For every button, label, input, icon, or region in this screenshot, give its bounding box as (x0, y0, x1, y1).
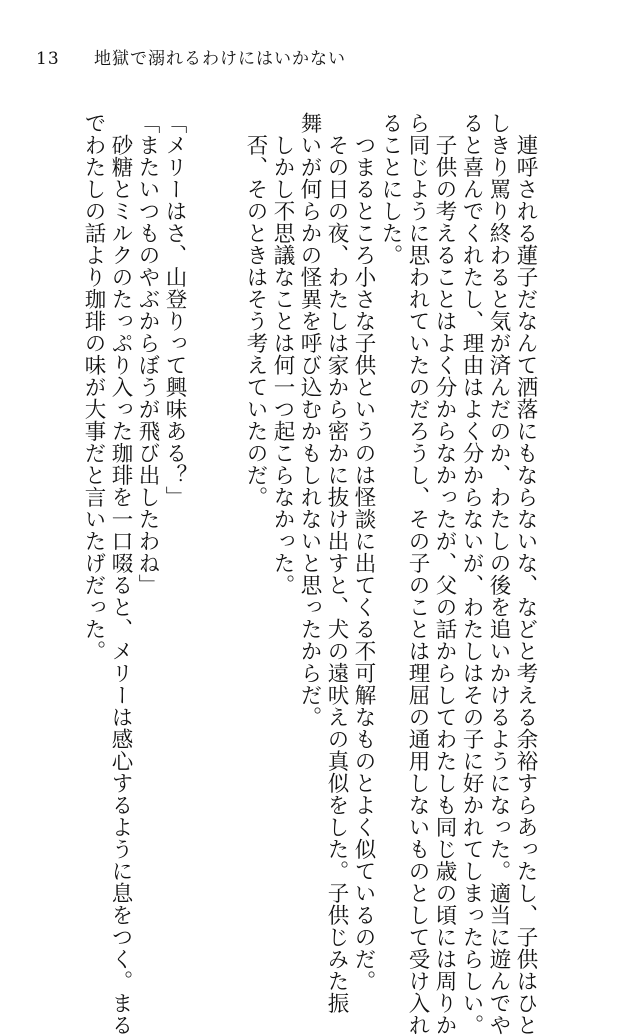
page-number: 13 (36, 49, 60, 69)
text-column: ら同じように思われていたのだろうし、その子のことは理屈の通用しないものとして受け入れ (405, 112, 430, 1036)
text-column: 子供の考えることはよく分からなかったが、父の話からしてわたしも同じ歳の頃には周りか (432, 112, 457, 1036)
text-column: しかし不思議なことは何一つ起こらなかった。 (270, 112, 295, 596)
text-column: その日の夜、わたしは家から密かに抜け出すと、犬の遠吠えの真似をした。子供じみた振 (324, 112, 349, 1014)
text-column: ると喜んでくれたし、理由はよく分からないが、わたしはその子に好かれてしまったらしい。 (459, 112, 484, 1036)
running-header (36, 44, 346, 69)
text-column: しきり罵り終わると気が済んだのか、わたしの後を追いかけるようになった。適当に遊んでや (486, 112, 511, 1036)
text-column: つまるところ小さな子供というのは怪談に出てくる不可解なものとよく似ているのだ。 (351, 112, 376, 992)
text-column: 舞いが何らかの怪異を呼び込むかもしれないと思ったからだ。 (297, 112, 322, 728)
text-column: 「またいつものやぶからぼうが飛び出したわね」 (135, 112, 160, 596)
text-column: 「メリーはさ、山登りって興味ある？」 (162, 112, 187, 508)
text-column: 否、そのときはそう考えていたのだ。 (243, 112, 268, 508)
text-column: 連呼される蓮子だなんて洒落にもならないな、などと考える余裕すらあったし、子供はひと (513, 112, 538, 1036)
text-column: でわたしの話より珈琲の味が大事だと言いたげだった。 (81, 112, 106, 662)
running-title: 地獄で溺れるわけにはいかない (94, 49, 347, 69)
text-column: 砂糖とミルクのたっぷり入った珈琲を一口啜ると、メリーは感心するように息をつく。まる (108, 112, 133, 1036)
text-column: ることにした。 (378, 112, 403, 266)
